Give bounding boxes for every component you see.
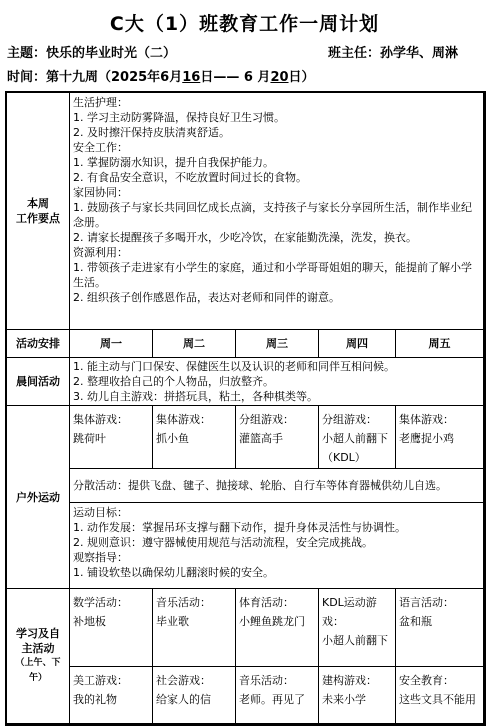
morning-row [7,358,484,406]
outdoor-game-cell: 集体游戏： 抓小鱼 [153,406,236,469]
time-end-day: 20 [270,70,289,85]
morning-line: 3. 幼儿自主游戏：拼搭玩具，粘土，各种棋类等。 [73,390,318,403]
focus-line: 安全工作： [73,141,128,154]
study-cell: KDL运动游戏： 小超人前翻下 [319,589,396,667]
goal-line: 2. 规则意识：遵守器械使用规范与活动流程，安全完成挑战。 [73,536,373,549]
day-header: 周一 [70,330,153,358]
focus-line: 2. 请家长提醒孩子多喝开水，少吃冷饮，在家能勤洗澡，洗发，换衣。 [73,231,417,244]
study-cell: 建构游戏： 未来小学 [319,667,396,724]
outdoor-games-row [7,406,484,469]
goal-line: 1. 铺设软垫以确保幼儿翻滚时候的安全。 [73,566,274,579]
outdoor-game-cell: 集体游戏： 跳荷叶 [70,406,153,469]
focus-line: 生活护理： [73,96,128,109]
outdoor-game-cell: 分组游戏： 灌篮高手 [236,406,319,469]
focus-line: 1. 鼓励孩子与家长共同回忆成长点滴，支持孩子与家长分享园所生活，制作毕业纪念册。 [73,201,472,229]
focus-label: 本周 工作要点 [7,93,70,330]
outdoor-goals-row [7,503,484,589]
page-title: C大（1）班教育工作一周计划 [109,13,380,35]
study-cell: 美工游戏： 我的礼物 [70,667,153,724]
study-row-2 [7,667,484,724]
morning-label: 晨间活动 [7,358,70,406]
study-cell: 音乐活动： 毕业歌 [153,589,236,667]
study-label: 学习及自 主活动 （上午、下 午） [7,589,70,724]
focus-line: 1. 掌握防溺水知识，提升自我保护能力。 [73,156,274,169]
outdoor-game-cell: 分组游戏： 小超人前翻下（KDL） [319,406,396,469]
day-header: 周五 [396,330,484,358]
teacher-line: 班主任：孙学华、周淋 [328,46,459,61]
time-mid: 日—— 6 月 [200,70,271,85]
weekly-plan-table [6,92,484,724]
theme-line: 主题：快乐的毕业时光（二） [7,46,177,61]
time-suffix: 日） [288,70,315,85]
focus-line: 2. 及时擦汗保持皮肤清爽舒适。 [73,126,230,139]
day-header: 周三 [236,330,319,358]
outdoor-goals [70,503,484,589]
day-header: 周四 [319,330,396,358]
morning-line: 1. 能主动与门口保安、保健医生以及认识的老师和同伴互相问候。 [73,360,395,373]
focus-content [70,93,484,330]
outdoor-game-cell: 集体游戏： 老鹰捉小鸡 [396,406,484,469]
time-prefix: 时间：第十九周（2025年6月 [7,70,183,85]
focus-row [7,93,484,330]
goal-line: 1. 动作发展：掌握吊环支撑与翻下动作，提升身体灵活性与协调性。 [73,521,406,534]
focus-line: 1. 学习主动防雾降温，保持良好卫生习惯。 [73,111,285,124]
study-cell: 数学活动： 补地板 [70,589,153,667]
outdoor-scatter-row [7,469,484,503]
study-row-1 [7,589,484,667]
outdoor-scatter: 分散活动：提供飞盘、毽子、抛接球、轮胎、自行车等体育器械供幼儿自选。 [70,469,484,503]
study-cell: 社会游戏： 给家人的信 [153,667,236,724]
time-start-day: 16 [182,70,201,85]
outdoor-label: 户外运动 [7,406,70,589]
focus-line: 2. 有食品安全意识，不吃放置时间过长的食物。 [73,171,307,184]
study-cell: 安全教育： 这些文具不能用 [396,667,484,724]
schedule-label: 活动安排 [7,330,70,358]
schedule-header-row [7,330,484,358]
focus-line: 1. 带领孩子走进家有小学生的家庭，通过和小学哥哥姐姐的聊天，能提前了解小学生活。 [73,261,472,289]
goal-line: 运动目标： [73,506,128,519]
morning-content [70,358,484,406]
study-cell: 音乐活动： 老师。再见了 [236,667,319,724]
focus-line: 资源利用： [73,246,128,259]
morning-line: 2. 整理收拾自己的个人物品，归放整齐。 [73,375,274,388]
study-cell: 体育活动： 小鲤鱼跳龙门 [236,589,319,667]
day-header: 周二 [153,330,236,358]
study-cell: 语言活动： 盆和瓶 [396,589,484,667]
focus-line: 2. 组织孩子创作感恩作品，表达对老师和同伴的谢意。 [73,291,340,304]
focus-line: 家园协同： [73,186,128,199]
goal-line: 观察指导： [73,551,128,564]
time-line [7,66,315,85]
